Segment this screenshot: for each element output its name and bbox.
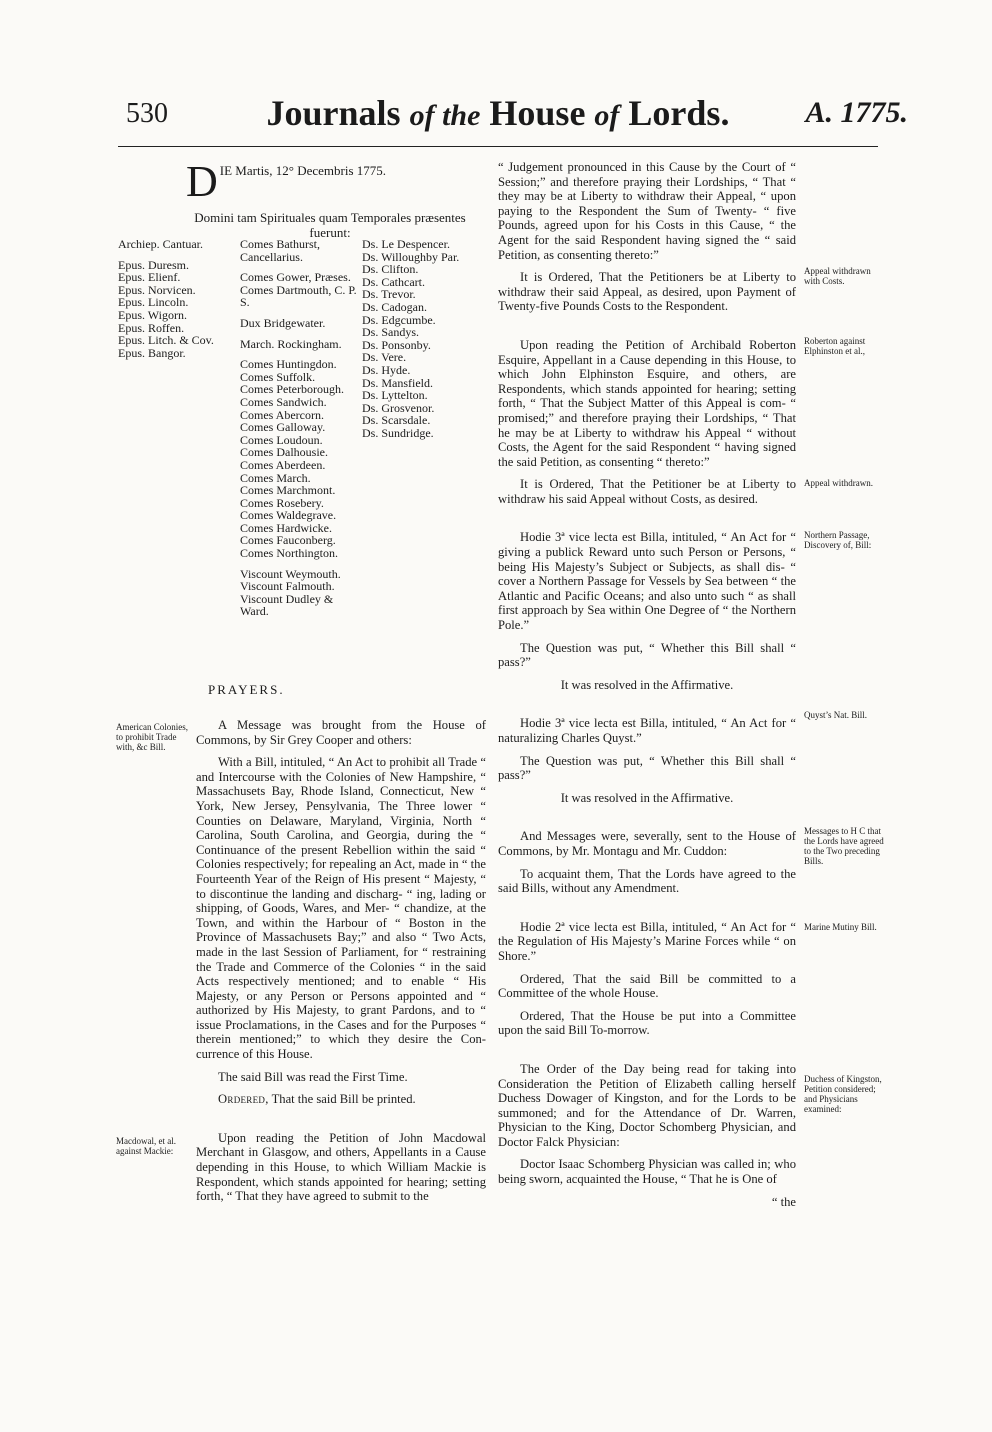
running-title-word: House <box>489 93 586 133</box>
attendance-entry: Comes Northington. <box>240 546 338 561</box>
paragraph: The Order of the Day being read for taking into Consideration the Petition of Elizabeth calling herself Duchess Dowager of Kingston, and for the Lords to be summoned; and for the Attendance of Dr. Warren, Physician to the King, Doctor Schomberg Physician, and Doctor Falck Physician: <box>498 1061 796 1149</box>
paragraph: It was resolved in the Affirmative. <box>560 790 734 805</box>
running-title-word: of <box>594 99 620 132</box>
attendance-entry: Ds. Willoughby Par. <box>362 249 460 264</box>
ordered-text: That the said Bill be printed. <box>271 1092 416 1107</box>
attendance-entry: Ds. Sundridge. <box>362 425 434 440</box>
prayers-heading: PRAYERS. <box>208 682 285 697</box>
margin-note: Macdowal, et al. against Mackie: <box>116 1136 176 1156</box>
attendance-entry: March. Rockingham. <box>240 336 342 351</box>
year-heading: A. 1775. <box>805 96 908 129</box>
paragraph: Ordered, That the House be put into a Committee upon the said Bill To-morrow. <box>498 1008 796 1038</box>
margin-note: American Colonies, to prohibit Trade with, &c Bill. <box>116 722 188 752</box>
attendance-col-spiritual <box>118 238 228 359</box>
running-title-word: of the <box>409 99 481 132</box>
attendance-col-temporal <box>240 238 358 618</box>
paragraph: Ordered, That the said Bill be committed to a Committee of the whole House. <box>498 971 796 1001</box>
attendance-entry: Epus. Roffen. <box>118 320 185 335</box>
paragraph: The Question was put, “ Whether this Bill shall “ pass?” <box>498 753 796 783</box>
running-title-word: Lords. <box>628 93 730 133</box>
paragraph: Upon reading the Petition of John Macdowal Merchant in Glasgow, and others, Appellants in a Cause depending in this House, to which William Mackie is Respondent, which stands appointed for hearing; setting forth, “ That they have agreed to submit to the <box>196 1130 486 1204</box>
attendance-entry: Dux Bridgewater. <box>240 315 326 330</box>
page-number: 530 <box>126 98 168 129</box>
paragraph: Doctor Isaac Schomberg Physician was called in; who being sworn, acquainted the House, “ That he is One of <box>498 1157 796 1187</box>
attendance-entry: Epus. Bangor. <box>118 345 186 360</box>
attendance-entry: Comes Loudoun. <box>240 432 323 447</box>
margin-note: Roberton against Elphinston et al., <box>804 336 866 356</box>
attendance-entry: Ds. Le Despencer. <box>362 237 450 251</box>
paragraph: To acquaint them, That the Lords have agreed to the said Bills, without any Amendment. <box>498 866 796 896</box>
attendance-entry: Comes Huntingdon. <box>240 357 337 372</box>
attendance-entry: Viscount Dudley & Ward. <box>240 591 334 619</box>
attendance-entry: Ds. Sandys. <box>362 325 420 340</box>
paragraph: “ Judgement pronounced in this Cause by the Court of “ Session;” and therefore praying their Lordships, “ That “ they may be at Liberty to withdraw their Appeal, “ upon paying to the Respondent the Sum of Twenty- “ five Pounds, agreed upon for his Costs in this Cause, “ the Agent for the said Respondent having signed the “ said Petition, as consenting thereto:” <box>498 160 796 262</box>
drop-cap: D <box>186 157 218 206</box>
paragraph: The said Bill was read the First Time. <box>218 1069 408 1084</box>
ordered-label: Ordered, <box>218 1092 269 1107</box>
paragraph: Upon reading the Petition of Archibald Roberton Esquire, Appellant in a Cause depending in this House, to which John Elphinston Esquire, and others, are Respondents, which stands appointed for hearing; setting forth, “ That the Subject Matter of this Appeal is com- “ promised;” and therefore praying their Lordships, “ That he may be at Liberty to withdraw his Appeal “ without Costs, the Agent for the said Respondent “ having signed the said Petition, as consenting “ thereto:” <box>498 337 796 469</box>
attendance-entry: Ds. Scarsdale. <box>362 413 431 428</box>
attendance-entry: Comes Waldegrave. <box>240 508 337 523</box>
margin-note: Duchess of Kingston, Petition considered; and Physicians examined: <box>804 1074 882 1114</box>
attendance-entry: Archiep. Cantuar. <box>118 237 203 251</box>
paragraph: And Messages were, severally, sent to the House of Commons, by Mr. Montagu and Mr. Cuddon: <box>498 829 796 858</box>
attendance-entry: Comes Rosebery. <box>240 495 324 510</box>
date-line <box>186 157 476 206</box>
margin-note: Northern Passage, Discovery of, Bill: <box>804 530 872 550</box>
paragraph: With a Bill, intituled, “ An Act to prohibit all Trade “ and Intercourse with the Colonies of New Hampshire, “ Massachusets Bay, Rhode Island, Connecticut, New “ York, New Jersey, Pensylvania, The Three lower “ Counties on Delaware, Maryland, Virginia, North “ Carolina, South Carolina, and Georgia, during the “ Continuance of the present Rebellion within the said “ Colonies respectively; for repealing an Act, made in “ the Fourteenth Year of the Reign of His present “ Majesty, “ to discontinue the landing and discharg- “ ing, lading or shipping, of Goods, Wares, and Mer- “ chandize, at the Town, and within the Harbour of “ Boston in the Province of Massachusets Bay;” and also “ Two Acts, made in the last Session of Parliament, for “ restraining the Trade and Commerce of the Colonies “ in the said Acts respectively mentioned; and to enable “ His Majesty, or any Person or Persons appointed and “ authorized by His Majesty, to grant Pardons, and to “ issue Proclamations, in the Cases and for the Purposes “ therein mentioned;” to which they desire the Con- currence of this House. <box>196 755 486 1062</box>
paragraph: It is Ordered, That the Petitioner be at Liberty to withdraw his said Appeal without Costs, as desired. <box>498 477 796 506</box>
attendance-entry: Ds. Vere. <box>362 350 407 365</box>
attendance-entry: Ds. Clifton. <box>362 262 419 277</box>
paragraph: The Question was put, “ Whether this Bill shall “ pass?” <box>498 640 796 670</box>
attendance-entry: Comes Suffolk. <box>240 369 316 384</box>
attendance-entry: Ds. Edgcumbe. <box>362 312 436 327</box>
attendance-entry: Ds. Ponsonby. <box>362 337 431 352</box>
attendance-entry: Viscount Weymouth. <box>240 566 341 581</box>
attendance-entry: Comes March. <box>240 470 311 485</box>
header-rule <box>118 146 878 147</box>
attendance-entry: Comes Peterborough. <box>240 382 344 397</box>
attendance-entry: Comes Aberdeen. <box>240 457 326 472</box>
paragraph: It is Ordered, That the Petitioners be at Liberty to withdraw their said Appeal, as desired, upon Payment of Twenty-five Pounds Costs to the Respondent. <box>498 270 796 314</box>
attendance-entry: Comes Marchmont. <box>240 483 336 498</box>
attendance-entry: Comes Galloway. <box>240 420 326 435</box>
running-title-word: Journals <box>266 93 401 133</box>
attendance-entry: Comes Dalhousie. <box>240 445 328 460</box>
attendance-entry: Comes Sandwich. <box>240 394 327 409</box>
margin-note: Marine Mutiny Bill. <box>804 922 877 932</box>
attendance-entry: Ds. Grosvenor. <box>362 400 435 415</box>
domini-line: Domini tam Spirituales quam Temporales præsentes fuerunt: <box>194 210 466 240</box>
attendance-entry: Epus. Litch. & Cov. <box>118 333 214 348</box>
margin-note: Messages to H C that the Lords have agreed to the Two preceding Bills. <box>804 826 884 866</box>
margin-note: Appeal withdrawn with Costs. <box>804 266 871 286</box>
attendance-entry: Comes Hardwicke. <box>240 520 332 535</box>
attendance-entry: Ds. Mansfield. <box>362 375 433 390</box>
attendance-entry: Ds. Lyttelton. <box>362 388 428 403</box>
attendance-entry: Epus. Elienf. <box>118 270 181 285</box>
date-text: IE Martis, 12° Decembris 1775. <box>219 163 387 178</box>
paragraph <box>196 1092 486 1107</box>
attendance-entry: Ds. Cadogan. <box>362 299 427 314</box>
paragraph: It was resolved in the Affirmative. <box>560 677 734 692</box>
running-title <box>118 92 878 134</box>
margin-note: Quyst’s Nat. Bill. <box>804 710 868 720</box>
attendance-entry: Comes Bathurst, Cancellarius. <box>240 237 320 264</box>
paragraph: Hodie 3ª vice lecta est Billa, intituled, “ An Act for “ giving a publick Reward unto such Person or Persons, “ being His Majesty’s Subject or Subjects, as shall dis- “ cover a Northern Passage for Vessels by Sea between “ the Atlantic and Pacific Oceans; and also unto such “ as shall first approach by Sea within One Degree of “ the Northern Pole.” <box>498 530 796 633</box>
attendance-entry: Epus. Lincoln. <box>118 295 189 310</box>
attendance-entry: Viscount Falmouth. <box>240 579 335 594</box>
attendance-entry: Ds. Trevor. <box>362 287 416 302</box>
attendance-entry: Epus. Norvicen. <box>118 282 196 297</box>
margin-note: Appeal withdrawn. <box>804 478 873 488</box>
attendance-entry: Ds. Cathcart. <box>362 274 425 289</box>
attendance-entry: Comes Fauconberg. <box>240 533 336 548</box>
attendance-entry: Epus. Wigorn. <box>118 307 187 322</box>
paragraph: Hodie 2ª vice lecta est Billa, intituled, “ An Act for “ the Regulation of His Majesty’s Marine Forces while “ on Shore.” <box>498 919 796 963</box>
left-column <box>196 718 486 1212</box>
attendance-entry: Ds. Hyde. <box>362 362 411 377</box>
attendance-entry: Comes Dartmouth, C. P. S. <box>240 282 357 310</box>
catchword: “ the <box>771 1194 796 1209</box>
page-header <box>118 92 908 152</box>
right-column <box>498 160 796 1217</box>
attendance-col-barons <box>362 238 472 440</box>
attendance-entry: Comes Gower, Præses. <box>240 270 351 285</box>
attendance-entry: Comes Abercorn. <box>240 407 324 422</box>
attendance-entry: Epus. Duresm. <box>118 257 189 272</box>
session-heading <box>186 157 476 206</box>
paragraph: A Message was brought from the House of Commons, by Sir Grey Cooper and others: <box>196 718 486 747</box>
paragraph: Hodie 3ª vice lecta est Billa, intituled, “ An Act for “ naturalizing Charles Quyst.” <box>498 716 796 745</box>
